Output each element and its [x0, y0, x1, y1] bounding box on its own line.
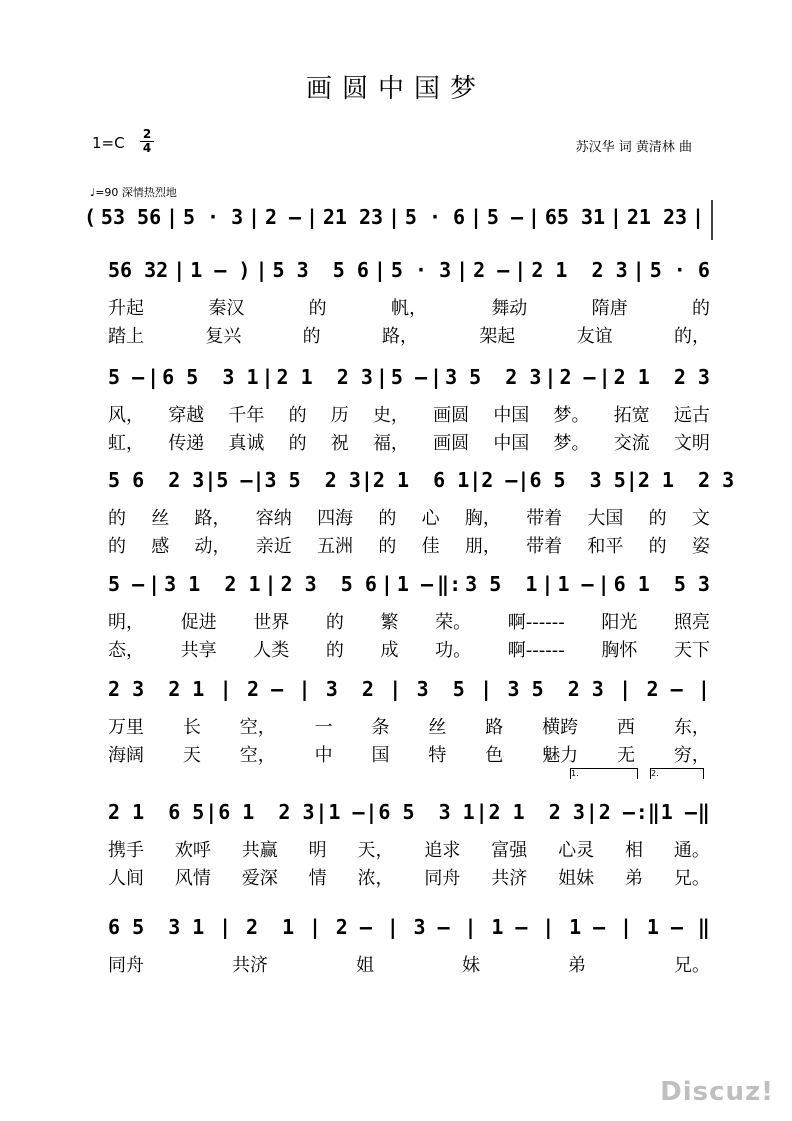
lyric-word: 的，	[673, 326, 710, 347]
key-signature: 1=C	[92, 134, 125, 152]
note-group: 2 –	[247, 677, 284, 701]
lyric-word: 姿	[691, 536, 710, 557]
note-group: 2 1 2 3	[637, 468, 735, 492]
lyric-word: 荣。	[435, 612, 472, 633]
barline: |	[375, 365, 388, 389]
note-group: 5 –	[486, 205, 524, 229]
barline: |	[541, 572, 554, 596]
lyric-word: 心灵	[558, 840, 595, 861]
lyric-word: 路，	[381, 326, 418, 347]
lyric-word: 浓，	[357, 868, 394, 889]
note-group: 2 –	[473, 258, 510, 282]
lyric-word: 五洲	[317, 536, 354, 557]
lyric-word: 万里	[108, 717, 144, 738]
barline: |	[527, 205, 540, 229]
lyric-word: 隋唐	[591, 298, 628, 319]
lyric-word: 中国	[493, 433, 530, 454]
lyric-word: 的	[288, 405, 307, 426]
lyric-word: 胸，	[464, 508, 501, 529]
barline: |	[148, 572, 161, 596]
lyric-word: 的	[378, 508, 397, 529]
barline: |	[609, 205, 622, 229]
note-group: 3 1 2 1	[164, 572, 261, 596]
note-group: 6 5 3 1	[378, 800, 475, 824]
lyric-word: 的	[378, 536, 397, 557]
barline: |	[248, 205, 261, 229]
barline: |	[430, 365, 443, 389]
note-group: 3 5 2 3	[445, 365, 542, 389]
lyric-word: 功。	[435, 640, 472, 661]
lyric-word: 一	[314, 717, 333, 738]
lyric-word: 心	[421, 508, 440, 529]
lyric-word: 复兴	[205, 326, 242, 347]
note-group: 21 23	[322, 205, 384, 229]
lyric-word: 秦汉	[208, 298, 245, 319]
barline: |	[469, 468, 482, 492]
lyric-word: 的	[325, 640, 344, 661]
lyric-word: 世界	[253, 612, 290, 633]
lyric-word: 的	[288, 433, 307, 454]
lyric-word: 历	[330, 405, 349, 426]
note-group: 1 – )	[190, 258, 251, 282]
note-group: 1 –	[646, 915, 683, 939]
barline: |	[147, 365, 160, 389]
lyric-word: 照亮	[673, 612, 710, 633]
lyric-word: 福，	[372, 433, 409, 454]
lyric-word: 人间	[108, 868, 144, 889]
lyric-word: 朋，	[464, 536, 501, 557]
barline: |	[469, 205, 483, 229]
barline: |	[542, 915, 555, 939]
lyric-word: 特	[428, 745, 447, 766]
lyric-word: 同舟	[108, 955, 144, 976]
barline: :‖	[635, 800, 660, 824]
lyric-word: 画圆	[433, 433, 470, 454]
lyric-word: 四海	[317, 508, 354, 529]
note-group: 5 · 3	[390, 258, 452, 282]
lyric-word: 架起	[479, 326, 516, 347]
barline: |	[514, 258, 527, 282]
note-group: 53 56	[100, 205, 162, 229]
note-group: 3 5 2 3	[264, 468, 361, 492]
note-group: 6 1 5 3	[613, 572, 710, 596]
lyric-word: 长	[182, 717, 201, 738]
lyric-word: 态，	[108, 640, 144, 661]
lyric-word: 繁	[380, 612, 399, 633]
lyric-word: 兄。	[674, 955, 710, 976]
note-group: 2 –	[335, 915, 372, 939]
lyric-word: 天	[182, 745, 201, 766]
lyric-word: 共赢	[241, 840, 278, 861]
time-signature-top: 2	[142, 127, 152, 141]
barline: ‖:	[437, 572, 462, 596]
barline: |	[365, 800, 378, 824]
lyric-word: 促进	[180, 612, 217, 633]
barline: |	[373, 258, 386, 282]
lyric-word: 姐妹	[558, 868, 595, 889]
lyric-word: 爱深	[241, 868, 278, 889]
lyric-word: 弟	[625, 868, 643, 889]
note-group: 5 –	[108, 572, 145, 596]
note-group: 2 1 6 5	[108, 800, 205, 824]
lyric-word: 路	[485, 717, 504, 738]
note-group: 5 6 2 3	[108, 468, 205, 492]
barline: |	[619, 677, 632, 701]
lyric-word: 风，	[108, 405, 144, 426]
barline: |	[219, 915, 232, 939]
barline: |	[697, 677, 710, 701]
lyric-word: 大国	[587, 508, 624, 529]
lyric-word: 的	[108, 508, 126, 529]
barline: |	[360, 468, 373, 492]
lyric-word: 空，	[239, 717, 276, 738]
lyric-word: 交流	[613, 433, 650, 454]
lyric-word: 真诚	[228, 433, 265, 454]
lyric-word: 佳	[421, 536, 440, 557]
barline: |	[315, 800, 328, 824]
lyric-word: 文	[691, 508, 710, 529]
barline: |	[456, 258, 469, 282]
barline: |	[597, 572, 610, 596]
barline: |	[261, 365, 274, 389]
note-group: 5 3 5 6	[272, 258, 369, 282]
note-group: 5 –	[108, 365, 145, 389]
barline: |	[620, 915, 633, 939]
lyric-word: 中	[314, 745, 333, 766]
note-group: 2 1 2 3	[276, 365, 373, 389]
barline: |	[204, 468, 217, 492]
lyric-word: 富强	[491, 840, 528, 861]
note-group: 56 32	[108, 258, 169, 282]
lyric-word: 远古	[673, 405, 710, 426]
barline: |	[387, 205, 401, 229]
note-group: 1 –	[491, 915, 528, 939]
lyric-word: 啊------	[507, 640, 565, 661]
lyric-word: 的	[325, 612, 344, 633]
barline: |	[389, 677, 402, 701]
barline: |	[598, 365, 611, 389]
lyric-word: 阳光	[601, 612, 638, 633]
note-group: (	[84, 205, 97, 229]
barline: |	[691, 205, 704, 229]
lyric-word: 携手	[108, 840, 144, 861]
note-group: 2 –	[598, 800, 635, 824]
lyric-word: 魅力	[542, 745, 579, 766]
lyric-word: 无	[617, 745, 635, 766]
lyric-word: 的	[308, 298, 327, 319]
note-group: 2 1	[245, 915, 295, 939]
lyric-word: 升起	[108, 298, 144, 319]
lyric-word: 穿越	[168, 405, 205, 426]
lyric-word: 东，	[673, 717, 710, 738]
note-group: 6 5 3 5	[529, 468, 626, 492]
lyric-word: 路，	[194, 508, 231, 529]
barline: ‖	[697, 915, 710, 939]
lyric-word: 容纳	[255, 508, 292, 529]
lyric-word: 踏上	[108, 326, 144, 347]
note-group: 5 –	[390, 365, 428, 389]
lyric-word: 胸怀	[601, 640, 638, 661]
lyric-word: 史，	[372, 405, 409, 426]
note-group: 5 –	[216, 468, 253, 492]
lyric-word: 明	[308, 840, 327, 861]
barline: |	[544, 365, 557, 389]
barline: |	[252, 468, 265, 492]
lyric-word: 横跨	[542, 717, 579, 738]
lyric-word: 弟	[568, 955, 586, 976]
barline: |	[480, 677, 493, 701]
barline: |	[255, 258, 268, 282]
note-group: 2 3 5 6	[280, 572, 377, 596]
lyric-word: 啊------	[507, 612, 565, 633]
lyric-word: 亲近	[255, 536, 292, 557]
barline: |	[264, 572, 277, 596]
note-group: 21 23	[626, 205, 688, 229]
lyric-word: 相	[625, 840, 643, 861]
lyric-word: 帆，	[390, 298, 427, 319]
lyric-word: 画圆	[433, 405, 470, 426]
lyric-word: 同舟	[424, 868, 461, 889]
lyric-word: 西	[617, 717, 635, 738]
barline: |	[173, 258, 186, 282]
barline: ‖	[697, 800, 710, 824]
lyric-word: 带着	[526, 536, 563, 557]
lyric-word: 人类	[253, 640, 290, 661]
lyric-word: 色	[485, 745, 504, 766]
lyric-word: 传递	[168, 433, 205, 454]
lyric-word: 感	[151, 536, 170, 557]
note-group: 5 · 6	[404, 205, 466, 229]
note-group: 5 · 3	[182, 205, 244, 229]
time-signature-bottom: 4	[142, 141, 152, 155]
credits: 苏汉华 词 黄清林 曲	[575, 140, 692, 155]
barline: |	[305, 205, 318, 229]
barline: |	[632, 258, 645, 282]
lyric-word: 共济	[491, 868, 528, 889]
barline: |	[625, 468, 638, 492]
note-group: 2 –	[264, 205, 302, 229]
barline: |	[386, 915, 399, 939]
lyric-word: 海阔	[108, 745, 144, 766]
lyric-word: 天下	[673, 640, 710, 661]
note-group: 2 1 2 3	[531, 258, 628, 282]
note-group: 3 –	[413, 915, 450, 939]
note-group: 3 2	[325, 677, 374, 701]
lyric-word: 的	[648, 536, 667, 557]
lyric-word: 空，	[239, 745, 276, 766]
note-group: 1 –	[569, 915, 606, 939]
note-group: 2 1 2 3	[613, 365, 710, 389]
song-title: 画圆中国梦	[305, 74, 486, 104]
lyric-word: 动，	[194, 536, 231, 557]
watermark: Discuz!	[660, 1077, 774, 1107]
barline: |	[298, 677, 311, 701]
barline: |	[464, 915, 477, 939]
note-group: 2 3 2 1	[108, 677, 205, 701]
barline: |	[166, 205, 179, 229]
note-group: 3 5 1	[465, 572, 538, 596]
lyric-word: 丝	[151, 508, 170, 529]
note-group: 1 –	[557, 572, 594, 596]
note-group: 2 1 6 1	[372, 468, 470, 492]
lyric-word: 穷，	[673, 745, 710, 766]
barline: |	[219, 677, 232, 701]
lyric-word: 舞动	[491, 298, 528, 319]
lyric-word: 丝	[428, 717, 447, 738]
tempo-marking: ♩=90 深情热烈地	[90, 186, 177, 199]
lyric-word: 风情	[174, 868, 211, 889]
lyric-word: 条	[371, 717, 390, 738]
note-group: 2 –	[646, 677, 683, 701]
lyric-word: 文明	[673, 433, 710, 454]
lyric-word: 兄。	[673, 868, 710, 889]
lyric-word: 拓宽	[613, 405, 650, 426]
lyric-word: 带着	[526, 508, 563, 529]
barline: |	[380, 572, 393, 596]
lyric-word: 情	[308, 868, 327, 889]
lyric-word: 国	[371, 745, 390, 766]
note-group: 2 1 2 3	[488, 800, 585, 824]
note-group: 2 –	[559, 365, 596, 389]
barline: |	[308, 915, 321, 939]
lyric-word: 的	[648, 508, 667, 529]
lyric-word: 友谊	[576, 326, 613, 347]
barline: |	[585, 800, 598, 824]
note-group: 3 5 2 3	[507, 677, 604, 701]
lyric-word: 和平	[587, 536, 624, 557]
lyric-word: 明，	[108, 612, 144, 633]
note-group: 1 –	[328, 800, 365, 824]
lyric-word: 通。	[673, 840, 710, 861]
note-group: 6 5 3 1	[108, 915, 205, 939]
note-group: 6 1 2 3	[218, 800, 315, 824]
lyric-word: 共享	[180, 640, 217, 661]
lyric-word: 的	[108, 536, 126, 557]
volta-second-ending: 2.	[650, 768, 704, 779]
lyric-word: 共济	[232, 955, 268, 976]
volta-first-ending: 1.	[570, 768, 638, 779]
lyric-word: 追求	[424, 840, 461, 861]
lyric-word: 千年	[228, 405, 265, 426]
note-group: 3 5	[416, 677, 465, 701]
lyric-word: 成	[380, 640, 399, 661]
barline: |	[475, 800, 488, 824]
note-group: 5 · 6	[649, 258, 710, 282]
barline: |	[205, 800, 218, 824]
note-group: 6 5 3 1	[162, 365, 259, 389]
lyric-word: 虹，	[108, 433, 144, 454]
barline: |	[517, 468, 530, 492]
lyric-word: 梦。	[553, 433, 590, 454]
note-group: 1 –	[396, 572, 434, 596]
lyric-word: 梦。	[553, 405, 590, 426]
lyric-word: 妹	[462, 955, 480, 976]
note-group: 1 –	[660, 800, 697, 824]
lyric-word: 的	[302, 326, 321, 347]
note-group: 2 –	[481, 468, 518, 492]
lyric-word: 中国	[493, 405, 530, 426]
lyric-word: 祝	[330, 433, 349, 454]
lyric-word: 的	[691, 298, 710, 319]
lyric-word: 欢呼	[174, 840, 211, 861]
lyric-word: 天，	[357, 840, 394, 861]
note-group: 65 31	[544, 205, 606, 229]
lyric-word: 姐	[356, 955, 374, 976]
